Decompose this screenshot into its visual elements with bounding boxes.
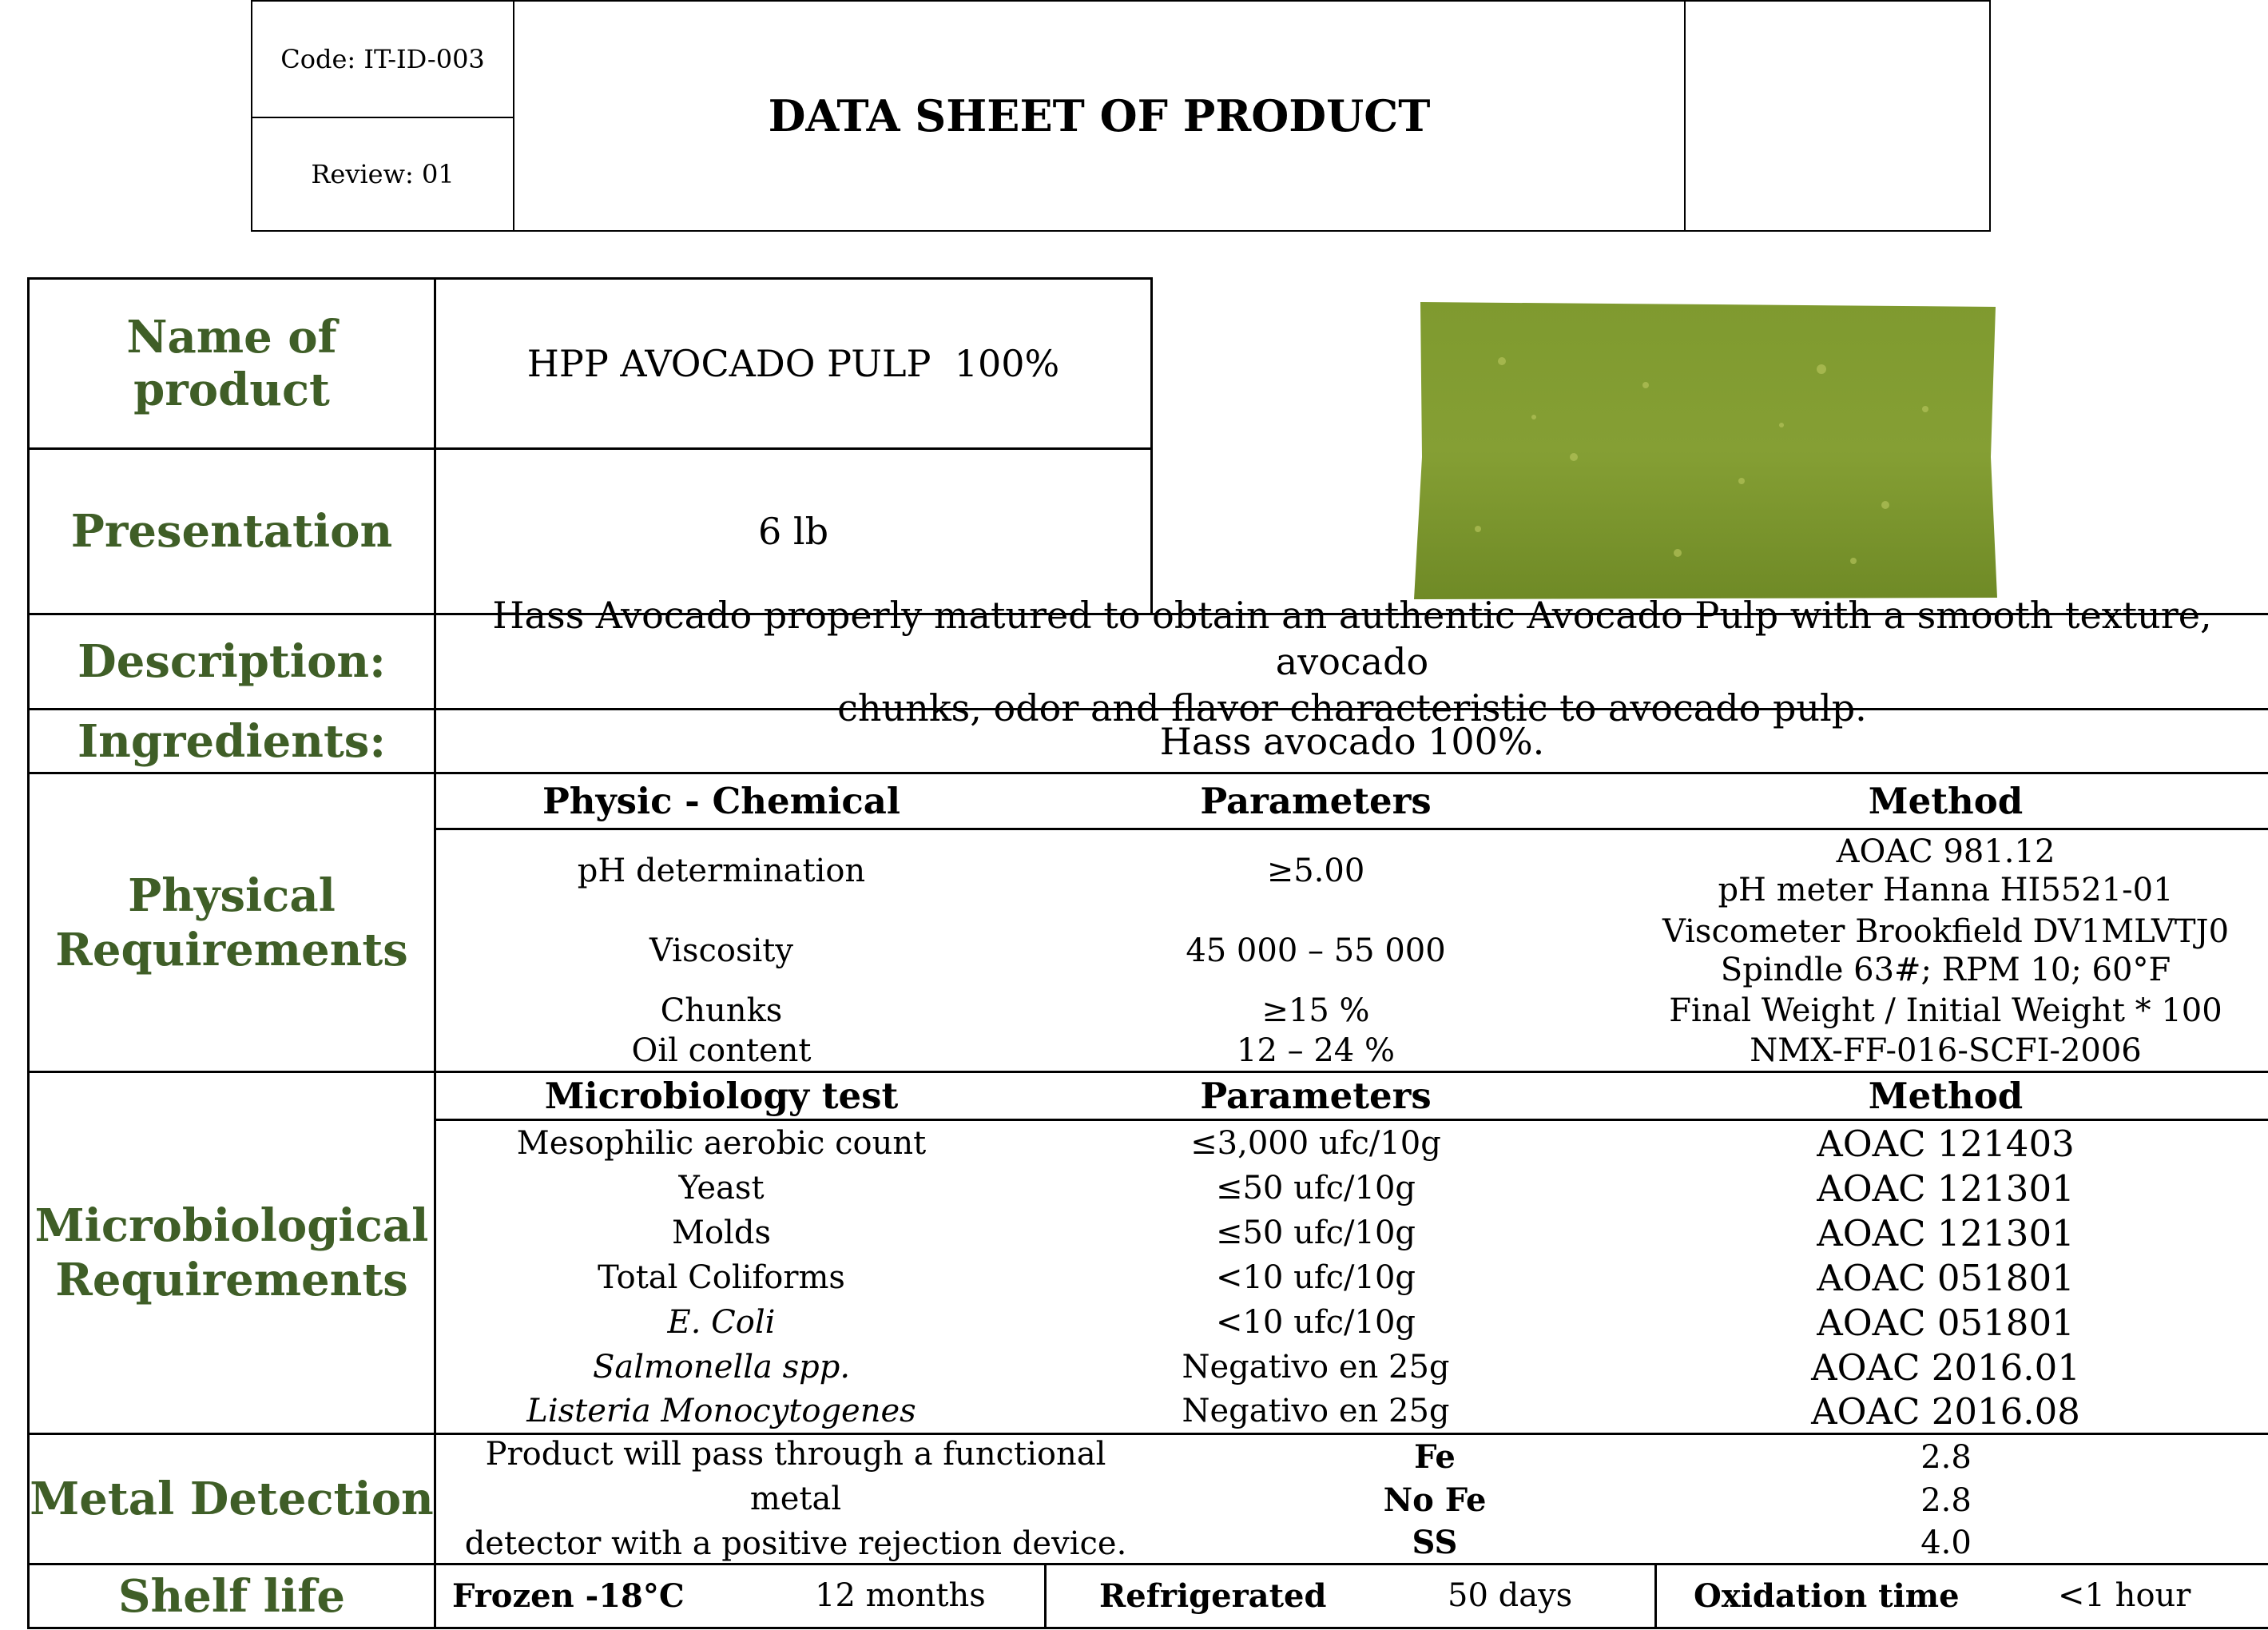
physical-row-viscosity xyxy=(435,911,2268,991)
micro-method: AOAC 2016.08 xyxy=(1811,1389,2080,1433)
physical-method-viscosity xyxy=(1623,912,2268,989)
micro-param: ≤50 ufc/10g xyxy=(1215,1215,1416,1251)
document-review-text: Review: 01 xyxy=(311,159,455,189)
document-title xyxy=(513,0,1686,232)
label-micro-line-1: Microbiological xyxy=(34,1199,429,1252)
metal-text-line-1: Product will pass through a functional metal xyxy=(485,1436,1106,1517)
shelf-refrigerated-label: Refrigerated xyxy=(1099,1577,1327,1615)
document-title-text: DATA SHEET OF PRODUCT xyxy=(768,90,1431,141)
metal-detection-text xyxy=(436,1435,1155,1563)
micro-row xyxy=(435,1121,2268,1166)
product-name-text: HPP AVOCADO PULP 100% xyxy=(526,342,1060,385)
metal-value-fe: 2.8 xyxy=(1920,1439,1972,1476)
physical-row-oil xyxy=(435,1031,2268,1071)
label-physical-line-1: Physical xyxy=(128,869,336,922)
metal-label-nofe: No Fe xyxy=(1383,1481,1487,1519)
micro-row xyxy=(435,1345,2268,1389)
physical-row-ph xyxy=(435,831,2268,911)
physical-param-oil: 12 – 24 % xyxy=(1237,1032,1395,1069)
micro-method: AOAC 051801 xyxy=(1817,1301,2075,1344)
micro-method: AOAC 121301 xyxy=(1817,1211,2075,1254)
micro-test: Salmonella spp. xyxy=(592,1349,851,1386)
physical-header-method: Method xyxy=(1868,780,2024,822)
physical-row-chunks xyxy=(435,991,2268,1031)
physical-method-viscosity-line-1: Viscometer Brookfield DV1MLVTJ0 xyxy=(1662,913,2230,950)
label-ingredients xyxy=(30,710,434,772)
micro-test: Total Coliforms xyxy=(598,1259,845,1296)
product-name-value xyxy=(436,280,1150,447)
micro-test: Listeria Monocytogenes xyxy=(526,1393,916,1429)
label-metal-detection xyxy=(30,1435,434,1563)
physical-method-ph-line-2: pH meter Hanna HI5521-01 xyxy=(1718,872,2174,908)
document-header xyxy=(251,0,1991,232)
physical-param-viscosity: 45 000 – 55 000 xyxy=(1186,932,1446,969)
micro-header-test: Microbiology test xyxy=(544,1075,899,1117)
label-description xyxy=(30,615,434,708)
description-line-2: chunks, odor and flavor characteristic to avocado pulp. xyxy=(837,686,1867,730)
label-micro-line-2: Requirements xyxy=(55,1254,408,1306)
physical-method-viscosity-line-2: Spindle 63#; RPM 10; 60°F xyxy=(1720,952,2171,988)
micro-row xyxy=(435,1300,2268,1345)
metal-value-ss: 4.0 xyxy=(1920,1525,1972,1561)
physical-param-ph: ≥5.00 xyxy=(1266,853,1365,889)
document-review xyxy=(251,117,514,232)
micro-test: Yeast xyxy=(678,1170,765,1207)
physical-method-chunks: Final Weight / Initial Weight * 100 xyxy=(1669,992,2222,1029)
label-metal-detection-text: Metal Detection xyxy=(30,1473,434,1525)
label-ingredients-text: Ingredients: xyxy=(77,714,387,768)
micro-method: AOAC 121403 xyxy=(1817,1122,2075,1165)
metal-text-line-2: detector with a positive rejection device. xyxy=(464,1525,1127,1562)
micro-test: Mesophilic aerobic count xyxy=(516,1125,927,1162)
physical-header-parameters: Parameters xyxy=(1200,780,1432,822)
label-physical-line-2: Requirements xyxy=(55,923,408,976)
shelf-frozen-value: 12 months xyxy=(815,1577,986,1614)
micro-method: AOAC 121301 xyxy=(1817,1167,2075,1210)
micro-param: <10 ufc/10g xyxy=(1215,1304,1416,1341)
header-empty-cell xyxy=(1684,0,1991,232)
shelf-frozen-label: Frozen -18°C xyxy=(452,1577,685,1615)
physical-method-ph-line-1: AOAC 981.12 xyxy=(1836,833,2055,870)
micro-test: Molds xyxy=(672,1215,771,1251)
physical-method-ph xyxy=(1623,833,2268,909)
label-presentation xyxy=(30,450,434,613)
micro-method: AOAC 051801 xyxy=(1817,1256,2075,1299)
label-microbiological-requirements xyxy=(30,1073,434,1433)
label-presentation-text: Presentation xyxy=(70,505,393,558)
presentation-value xyxy=(436,450,1150,613)
physical-header-test: Physic - Chemical xyxy=(542,780,901,822)
micro-param: Negativo en 25g xyxy=(1182,1393,1450,1429)
label-name-of-product-text: Name of product xyxy=(126,311,337,416)
shelf-refrigerated-value: 50 days xyxy=(1448,1577,1573,1614)
micro-row xyxy=(435,1211,2268,1255)
shelf-oxidation-value: <1 hour xyxy=(2058,1577,2191,1614)
metal-detection-values xyxy=(1155,1435,2268,1563)
document-code xyxy=(251,0,514,118)
label-description-text: Description: xyxy=(77,635,386,688)
micro-param: ≤50 ufc/10g xyxy=(1215,1170,1416,1207)
metal-value-nofe: 2.8 xyxy=(1920,1482,1972,1519)
description-value xyxy=(436,594,2268,730)
micro-row xyxy=(435,1255,2268,1300)
physical-test-chunks: Chunks xyxy=(660,992,783,1029)
micro-header-row xyxy=(435,1073,2268,1119)
micro-header-parameters: Parameters xyxy=(1200,1075,1432,1117)
physical-test-viscosity: Viscosity xyxy=(649,932,793,969)
micro-method: AOAC 2016.01 xyxy=(1811,1346,2080,1389)
physical-test-ph: pH determination xyxy=(577,853,866,889)
ingredients-text: Hass avocado 100%. xyxy=(1159,719,1545,763)
physical-method-oil: NMX-FF-016-SCFI-2006 xyxy=(1750,1032,2142,1069)
label-name-of-product xyxy=(30,280,434,447)
physical-header-row xyxy=(435,774,2268,828)
micro-header-method: Method xyxy=(1868,1075,2024,1117)
description-line-1: Hass Avocado properly matured to obtain an authentic Avocado Pulp with a smooth texture, avocado xyxy=(492,594,2212,683)
label-shelf-life-text: Shelf life xyxy=(118,1569,345,1623)
avocado-pulp-bag-image xyxy=(1406,297,2002,604)
micro-row xyxy=(435,1166,2268,1211)
physical-param-chunks: ≥15 % xyxy=(1261,992,1370,1029)
micro-param: ≤3,000 ufc/10g xyxy=(1190,1125,1441,1162)
micro-test: E. Coli xyxy=(667,1304,776,1341)
metal-label-ss: SS xyxy=(1412,1524,1458,1561)
ingredients-value xyxy=(436,710,2268,772)
metal-label-fe: Fe xyxy=(1414,1438,1456,1476)
micro-row xyxy=(435,1389,2268,1433)
micro-param: <10 ufc/10g xyxy=(1215,1259,1416,1296)
label-physical-requirements xyxy=(30,774,434,1071)
presentation-text: 6 lb xyxy=(757,510,829,553)
shelf-oxidation-label: Oxidation time xyxy=(1694,1577,1960,1615)
label-shelf-life xyxy=(30,1565,434,1627)
micro-param: Negativo en 25g xyxy=(1182,1349,1450,1386)
physical-test-oil: Oil content xyxy=(631,1032,812,1069)
document-code-text: Code: IT-ID-003 xyxy=(280,44,485,74)
